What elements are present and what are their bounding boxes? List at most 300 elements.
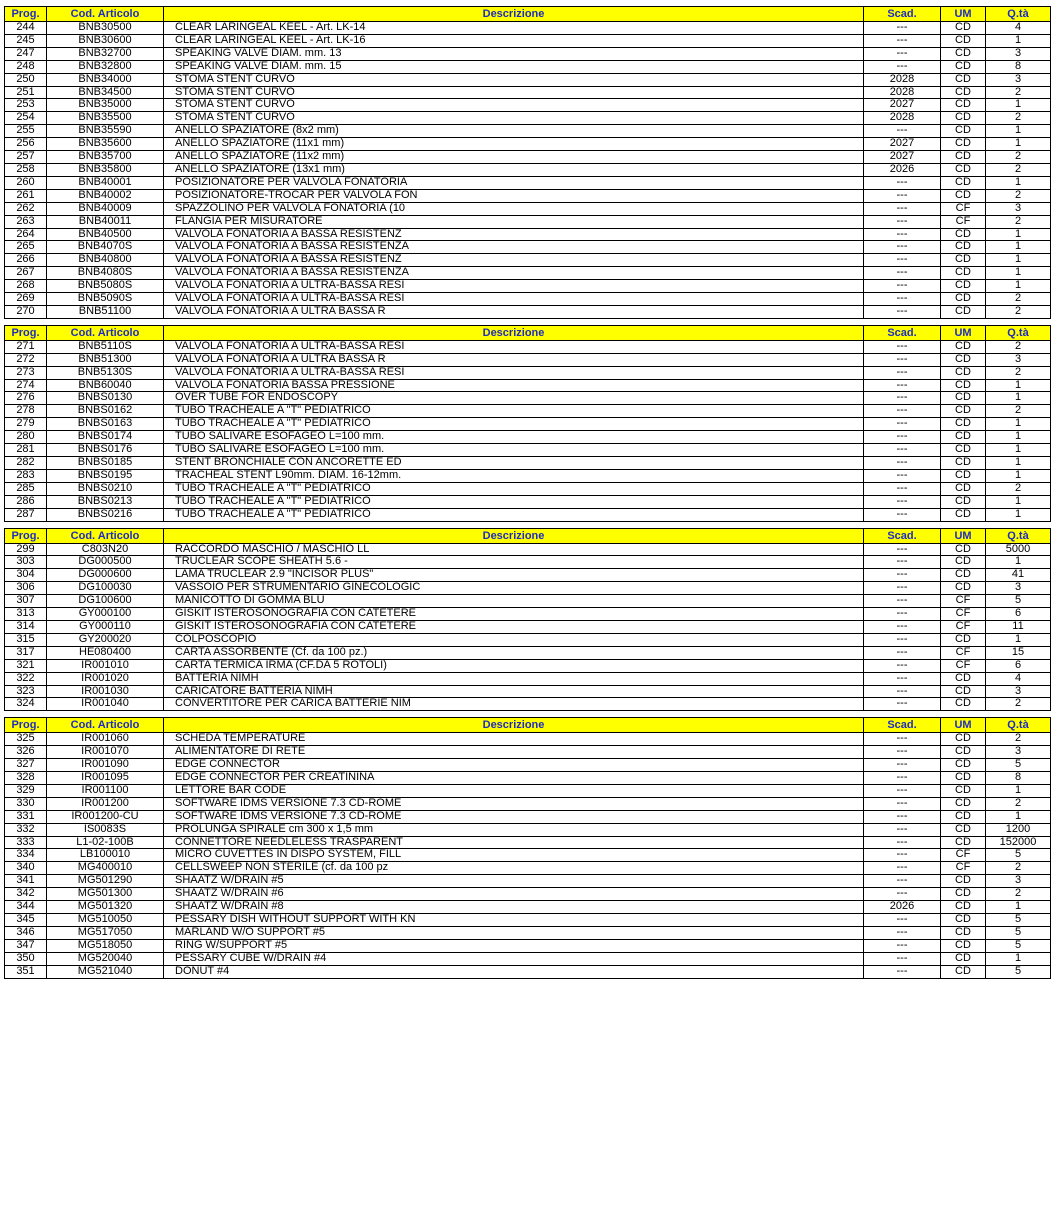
cell-prog: 333 [5, 836, 47, 849]
header-code: Cod. Articolo [47, 528, 164, 543]
table-row [5, 241, 1051, 254]
cell-scad: --- [864, 746, 941, 759]
cell-qty: 1 [986, 392, 1051, 405]
cell-code: IR001070 [47, 746, 164, 759]
cell-scad: --- [864, 784, 941, 797]
cell-prog: 329 [5, 784, 47, 797]
table-row [5, 202, 1051, 215]
cell-prog: 269 [5, 293, 47, 306]
cell-prog: 303 [5, 556, 47, 569]
cell-qty: 1 [986, 810, 1051, 823]
cell-qty: 5 [986, 965, 1051, 978]
cell-code: MG501320 [47, 901, 164, 914]
table-row [5, 366, 1051, 379]
cell-prog: 314 [5, 620, 47, 633]
cell-description: SPEAKING VALVE DIAM. mm. 13 [164, 47, 864, 60]
cell-scad: --- [864, 926, 941, 939]
cell-qty: 1 [986, 508, 1051, 521]
cell-code: BNBS0195 [47, 469, 164, 482]
table-row [5, 457, 1051, 470]
table-row [5, 810, 1051, 823]
cell-scad: --- [864, 267, 941, 280]
cell-scad: 2028 [864, 112, 941, 125]
table-row [5, 431, 1051, 444]
cell-code: BNB35700 [47, 151, 164, 164]
cell-scad: --- [864, 952, 941, 965]
cell-um: CD [941, 405, 986, 418]
table-row [5, 746, 1051, 759]
cell-code: BNBS0162 [47, 405, 164, 418]
cell-um: CD [941, 556, 986, 569]
cell-qty: 1 [986, 99, 1051, 112]
header-code: Cod. Articolo [47, 325, 164, 340]
cell-scad: --- [864, 125, 941, 138]
cell-prog: 260 [5, 176, 47, 189]
cell-scad: --- [864, 22, 941, 35]
cell-um: CD [941, 444, 986, 457]
cell-um: CF [941, 849, 986, 862]
cell-code: HE080400 [47, 646, 164, 659]
cell-qty: 1 [986, 241, 1051, 254]
table-row [5, 469, 1051, 482]
cell-um: CD [941, 280, 986, 293]
table-row [5, 405, 1051, 418]
header-um: UM [941, 325, 986, 340]
cell-code: GY000100 [47, 608, 164, 621]
cell-um: CF [941, 202, 986, 215]
cell-code: DG100600 [47, 595, 164, 608]
cell-scad: --- [864, 392, 941, 405]
cell-scad: --- [864, 836, 941, 849]
cell-qty: 2 [986, 189, 1051, 202]
cell-um: CF [941, 646, 986, 659]
cell-code: MG517050 [47, 926, 164, 939]
cell-description: VALVOLA FONATORIA A BASSA RESISTENZ [164, 254, 864, 267]
cell-code: L1-02-100B [47, 836, 164, 849]
cell-prog: 258 [5, 163, 47, 176]
cell-qty: 2 [986, 862, 1051, 875]
header-um: UM [941, 718, 986, 733]
cell-scad: --- [864, 405, 941, 418]
cell-description: EDGE CONNECTOR [164, 759, 864, 772]
cell-prog: 251 [5, 86, 47, 99]
cell-description: VALVOLA FONATORIA A ULTRA-BASSA RESI [164, 280, 864, 293]
cell-scad: 2028 [864, 73, 941, 86]
cell-um: CD [941, 685, 986, 698]
cell-description: ANELLO SPAZIATORE (8x2 mm) [164, 125, 864, 138]
cell-qty: 2 [986, 405, 1051, 418]
cell-description: CLEAR LARINGEAL KEEL - Art. LK-16 [164, 34, 864, 47]
cell-prog: 270 [5, 305, 47, 318]
table-header-row [5, 528, 1051, 543]
cell-code: IR001090 [47, 759, 164, 772]
cell-um: CD [941, 99, 986, 112]
table-header-row [5, 325, 1051, 340]
cell-scad: 2027 [864, 138, 941, 151]
cell-code: MG518050 [47, 939, 164, 952]
cell-prog: 346 [5, 926, 47, 939]
cell-code: BNB30500 [47, 22, 164, 35]
table-row [5, 392, 1051, 405]
cell-prog: 321 [5, 659, 47, 672]
cell-qty: 1 [986, 418, 1051, 431]
cell-prog: 315 [5, 633, 47, 646]
cell-description: PESSARY DISH WITHOUT SUPPORT WITH KN [164, 914, 864, 927]
cell-scad: --- [864, 254, 941, 267]
cell-scad: 2027 [864, 151, 941, 164]
cell-scad: --- [864, 379, 941, 392]
header-description: Descrizione [164, 7, 864, 22]
cell-description: RACCORDO MASCHIO / MASCHIO LL [164, 543, 864, 556]
cell-um: CD [941, 125, 986, 138]
table-row [5, 759, 1051, 772]
cell-prog: 350 [5, 952, 47, 965]
table-row [5, 73, 1051, 86]
cell-qty: 6 [986, 608, 1051, 621]
cell-scad: --- [864, 305, 941, 318]
table-row [5, 862, 1051, 875]
cell-prog: 248 [5, 60, 47, 73]
cell-scad: --- [864, 582, 941, 595]
table-row [5, 659, 1051, 672]
cell-description: TUBO TRACHEALE A "T" PEDIATRICO [164, 508, 864, 521]
table-row [5, 280, 1051, 293]
cell-code: IR001030 [47, 685, 164, 698]
cell-qty: 2 [986, 86, 1051, 99]
cell-um: CD [941, 86, 986, 99]
cell-prog: 324 [5, 698, 47, 711]
cell-um: CD [941, 431, 986, 444]
cell-qty: 1 [986, 267, 1051, 280]
cell-prog: 317 [5, 646, 47, 659]
cell-prog: 313 [5, 608, 47, 621]
cell-code: BNBS0176 [47, 444, 164, 457]
table-row [5, 495, 1051, 508]
cell-code: GY200020 [47, 633, 164, 646]
cell-prog: 326 [5, 746, 47, 759]
cell-um: CD [941, 151, 986, 164]
cell-description: ANELLO SPAZIATORE (11x2 mm) [164, 151, 864, 164]
cell-scad: --- [864, 733, 941, 746]
cell-prog: 245 [5, 34, 47, 47]
cell-scad: --- [864, 418, 941, 431]
header-prog: Prog. [5, 718, 47, 733]
cell-scad: --- [864, 469, 941, 482]
cell-qty: 6 [986, 659, 1051, 672]
cell-code: BNB5080S [47, 280, 164, 293]
header-description: Descrizione [164, 718, 864, 733]
cell-um: CD [941, 73, 986, 86]
table-row [5, 353, 1051, 366]
cell-scad: 2027 [864, 99, 941, 112]
table-row [5, 556, 1051, 569]
cell-um: CD [941, 267, 986, 280]
cell-qty: 3 [986, 746, 1051, 759]
cell-code: MG501300 [47, 888, 164, 901]
cell-description: MANICOTTO DI GOMMA BLU [164, 595, 864, 608]
cell-qty: 2 [986, 366, 1051, 379]
cell-prog: 304 [5, 569, 47, 582]
cell-description: GISKIT ISTEROSONOGRAFIA CON CATETERE [164, 608, 864, 621]
cell-code: BNB5110S [47, 340, 164, 353]
cell-code: BNB32700 [47, 47, 164, 60]
cell-um: CD [941, 672, 986, 685]
table-row [5, 914, 1051, 927]
cell-um: CD [941, 772, 986, 785]
cell-qty: 3 [986, 685, 1051, 698]
header-um: UM [941, 528, 986, 543]
cell-scad: --- [864, 646, 941, 659]
cell-code: LB100010 [47, 849, 164, 862]
cell-scad: --- [864, 965, 941, 978]
cell-description: SOFTWARE IDMS VERSIONE 7.3 CD-ROME [164, 810, 864, 823]
cell-qty: 1 [986, 784, 1051, 797]
cell-qty: 1 [986, 280, 1051, 293]
table-row [5, 965, 1051, 978]
cell-code: BNBS0163 [47, 418, 164, 431]
cell-description: SHAATZ W/DRAIN #6 [164, 888, 864, 901]
header-qty: Q.tà [986, 7, 1051, 22]
cell-um: CD [941, 47, 986, 60]
cell-prog: 250 [5, 73, 47, 86]
cell-prog: 287 [5, 508, 47, 521]
cell-qty: 8 [986, 60, 1051, 73]
header-scad: Scad. [864, 325, 941, 340]
cell-scad: --- [864, 366, 941, 379]
cell-code: IR001010 [47, 659, 164, 672]
cell-scad: --- [864, 914, 941, 927]
header-qty: Q.tà [986, 325, 1051, 340]
cell-um: CD [941, 797, 986, 810]
cell-um: CD [941, 875, 986, 888]
cell-um: CD [941, 633, 986, 646]
table-row [5, 633, 1051, 646]
cell-description: CONVERTITORE PER CARICA BATTERIE NIM [164, 698, 864, 711]
cell-qty: 5 [986, 849, 1051, 862]
cell-scad: 2026 [864, 901, 941, 914]
cell-prog: 261 [5, 189, 47, 202]
cell-prog: 299 [5, 543, 47, 556]
table-row [5, 47, 1051, 60]
inventory-table [4, 6, 1051, 319]
cell-prog: 279 [5, 418, 47, 431]
cell-code: MG520040 [47, 952, 164, 965]
header-prog: Prog. [5, 325, 47, 340]
cell-qty: 3 [986, 582, 1051, 595]
cell-um: CD [941, 508, 986, 521]
cell-qty: 2 [986, 340, 1051, 353]
cell-um: CD [941, 22, 986, 35]
table-row [5, 595, 1051, 608]
cell-prog: 327 [5, 759, 47, 772]
cell-prog: 283 [5, 469, 47, 482]
cell-code: BNB5130S [47, 366, 164, 379]
cell-description: ANELLO SPAZIATORE (11x1 mm) [164, 138, 864, 151]
cell-qty: 1 [986, 431, 1051, 444]
cell-description: LAMA TRUCLEAR 2.9 "INCISOR PLUS" [164, 569, 864, 582]
inventory-table [4, 528, 1051, 712]
cell-scad: --- [864, 888, 941, 901]
cell-code: IR001060 [47, 733, 164, 746]
cell-qty: 1 [986, 228, 1051, 241]
cell-um: CD [941, 746, 986, 759]
cell-um: CD [941, 888, 986, 901]
cell-qty: 1 [986, 556, 1051, 569]
cell-code: BNB35000 [47, 99, 164, 112]
cell-um: CD [941, 163, 986, 176]
table-row [5, 939, 1051, 952]
cell-description: COLPOSCOPIO [164, 633, 864, 646]
cell-description: SPAZZOLINO PER VALVOLA FONATORIA (10 [164, 202, 864, 215]
cell-qty: 3 [986, 47, 1051, 60]
cell-qty: 15 [986, 646, 1051, 659]
cell-um: CD [941, 901, 986, 914]
table-row [5, 620, 1051, 633]
cell-um: CD [941, 189, 986, 202]
cell-scad: --- [864, 849, 941, 862]
cell-scad: --- [864, 47, 941, 60]
cell-scad: --- [864, 698, 941, 711]
cell-scad: --- [864, 444, 941, 457]
cell-qty: 1 [986, 444, 1051, 457]
table-row [5, 138, 1051, 151]
cell-prog: 276 [5, 392, 47, 405]
cell-code: BNBS0216 [47, 508, 164, 521]
cell-prog: 340 [5, 862, 47, 875]
cell-prog: 281 [5, 444, 47, 457]
cell-scad: --- [864, 659, 941, 672]
cell-qty: 152000 [986, 836, 1051, 849]
cell-qty: 11 [986, 620, 1051, 633]
cell-scad: --- [864, 457, 941, 470]
header-scad: Scad. [864, 528, 941, 543]
cell-qty: 1 [986, 34, 1051, 47]
cell-um: CD [941, 469, 986, 482]
table-row [5, 189, 1051, 202]
cell-um: CD [941, 926, 986, 939]
cell-prog: 328 [5, 772, 47, 785]
cell-description: VALVOLA FONATORIA A ULTRA-BASSA RESI [164, 340, 864, 353]
cell-qty: 4 [986, 672, 1051, 685]
cell-code: MG521040 [47, 965, 164, 978]
cell-prog: 341 [5, 875, 47, 888]
table-row [5, 34, 1051, 47]
cell-um: CD [941, 228, 986, 241]
cell-um: CD [941, 418, 986, 431]
table-row [5, 60, 1051, 73]
cell-scad: --- [864, 862, 941, 875]
cell-code: BNB34000 [47, 73, 164, 86]
cell-qty: 2 [986, 888, 1051, 901]
cell-um: CD [941, 733, 986, 746]
inventory-table [4, 325, 1051, 522]
cell-scad: --- [864, 293, 941, 306]
table-row [5, 875, 1051, 888]
cell-um: CD [941, 340, 986, 353]
cell-description: MICRO CUVETTES IN DISPO SYSTEM, FILL [164, 849, 864, 862]
cell-scad: --- [864, 620, 941, 633]
header-um: UM [941, 7, 986, 22]
cell-description: ANELLO SPAZIATORE (13x1 mm) [164, 163, 864, 176]
cell-prog: 307 [5, 595, 47, 608]
cell-um: CD [941, 952, 986, 965]
cell-qty: 41 [986, 569, 1051, 582]
cell-um: CD [941, 366, 986, 379]
table-row [5, 508, 1051, 521]
cell-prog: 274 [5, 379, 47, 392]
header-code: Cod. Articolo [47, 7, 164, 22]
cell-qty: 5 [986, 759, 1051, 772]
cell-scad: --- [864, 176, 941, 189]
cell-qty: 1 [986, 457, 1051, 470]
cell-prog: 257 [5, 151, 47, 164]
cell-prog: 322 [5, 672, 47, 685]
cell-qty: 2 [986, 151, 1051, 164]
cell-prog: 344 [5, 901, 47, 914]
cell-um: CD [941, 482, 986, 495]
cell-prog: 342 [5, 888, 47, 901]
cell-um: CD [941, 836, 986, 849]
cell-prog: 351 [5, 965, 47, 978]
cell-um: CF [941, 608, 986, 621]
cell-code: IR001100 [47, 784, 164, 797]
cell-prog: 331 [5, 810, 47, 823]
cell-prog: 264 [5, 228, 47, 241]
table-row [5, 267, 1051, 280]
table-row [5, 482, 1051, 495]
cell-description: GISKIT ISTEROSONOGRAFIA CON CATETERE [164, 620, 864, 633]
table-row [5, 22, 1051, 35]
table-row [5, 305, 1051, 318]
cell-description: SHAATZ W/DRAIN #5 [164, 875, 864, 888]
header-description: Descrizione [164, 528, 864, 543]
cell-description: VALVOLA FONATORIA BASSA PRESSIONE [164, 379, 864, 392]
cell-scad: --- [864, 759, 941, 772]
table-row [5, 176, 1051, 189]
cell-code: BNB51300 [47, 353, 164, 366]
cell-um: CD [941, 914, 986, 927]
cell-qty: 2 [986, 305, 1051, 318]
cell-code: BNB40009 [47, 202, 164, 215]
table-row [5, 733, 1051, 746]
cell-scad: --- [864, 633, 941, 646]
cell-prog: 253 [5, 99, 47, 112]
table-row [5, 901, 1051, 914]
cell-code: BNBS0174 [47, 431, 164, 444]
cell-scad: --- [864, 34, 941, 47]
cell-qty: 5 [986, 595, 1051, 608]
cell-scad: --- [864, 215, 941, 228]
table-row [5, 125, 1051, 138]
cell-scad: --- [864, 595, 941, 608]
table-row [5, 99, 1051, 112]
cell-qty: 5 [986, 939, 1051, 952]
table-row [5, 340, 1051, 353]
cell-um: CF [941, 215, 986, 228]
cell-code: BNB35590 [47, 125, 164, 138]
cell-scad: --- [864, 810, 941, 823]
header-scad: Scad. [864, 7, 941, 22]
table-row [5, 646, 1051, 659]
cell-qty: 3 [986, 353, 1051, 366]
table-row [5, 543, 1051, 556]
cell-description: STOMA STENT CURVO [164, 99, 864, 112]
cell-prog: 323 [5, 685, 47, 698]
table-row [5, 582, 1051, 595]
cell-prog: 347 [5, 939, 47, 952]
cell-code: DG000500 [47, 556, 164, 569]
table-row [5, 151, 1051, 164]
